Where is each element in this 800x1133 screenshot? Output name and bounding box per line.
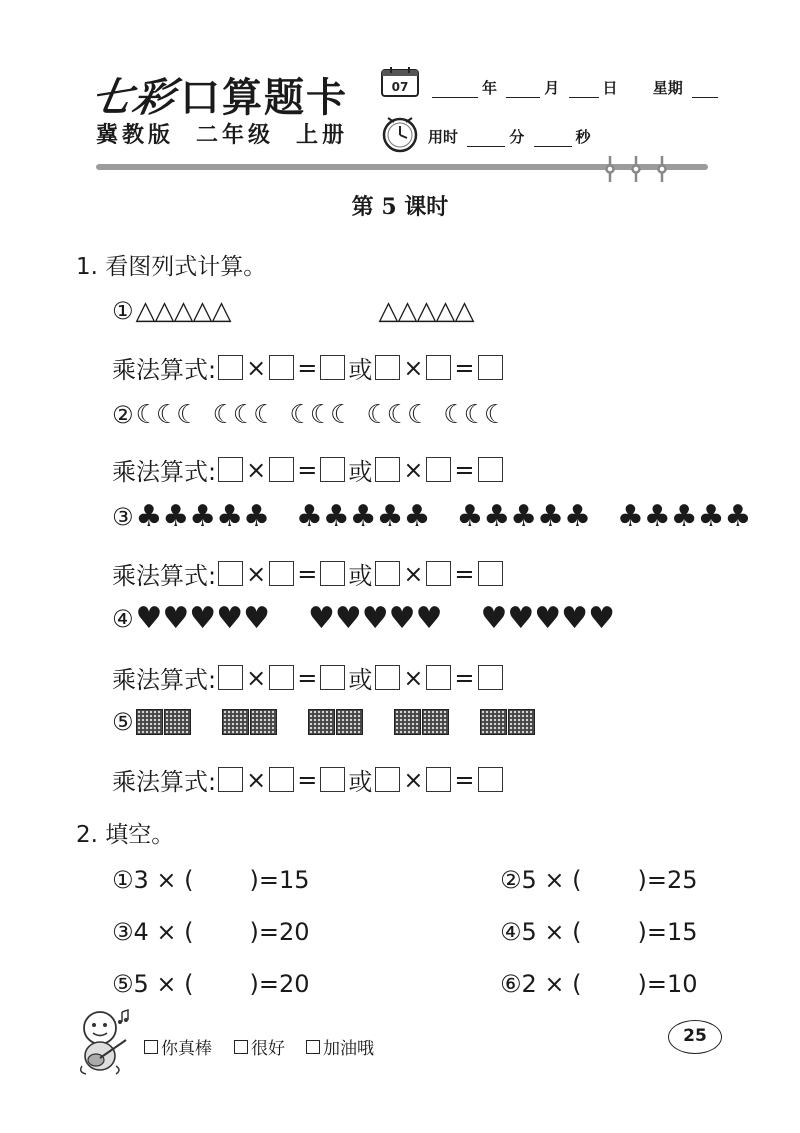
fill-left: ①3 × ( [112,866,194,894]
times-sign: × [246,663,267,692]
year-blank[interactable] [432,84,478,98]
tile-group [222,709,278,735]
edition: 冀教版 [96,123,175,148]
answer-box[interactable] [426,767,451,792]
club-group: ♣♣♣♣♣ [616,499,752,534]
equals-sign: = [297,663,318,692]
answer-box[interactable] [426,457,451,482]
answer-box[interactable] [218,665,243,690]
rating-label: 很好 [251,1039,285,1059]
year-label: 年 [482,79,498,97]
clock-icon [380,114,420,154]
checkbox[interactable] [306,1040,320,1054]
equals-sign: = [454,559,475,588]
club-group: ♣♣♣♣♣ [135,499,270,534]
times-sign: × [403,455,424,484]
binder-rings-icon [600,154,680,184]
heart-group: ♥♥♥♥♥ [135,601,270,636]
lesson-title: 第 5 课时 [351,194,449,220]
tile-group [480,709,536,735]
fill-left: ⑥2 × ( [500,970,582,998]
second-label: 秒 [575,128,591,146]
answer-box[interactable] [269,561,294,586]
answer-box[interactable] [478,457,503,482]
volume: 上册 [296,123,349,148]
moon-group: ☾☾☾ [366,400,428,430]
fill-item-4 [500,918,698,946]
fill-right: )=10 [637,970,698,998]
times-sign: × [403,663,424,692]
fill-item-6 [500,970,698,998]
checkbox[interactable] [144,1040,158,1054]
item-number: ⑤ [112,708,134,736]
moon-group: ☾☾☾ [135,400,197,430]
dotted-tile [136,709,163,735]
fill-right: )=20 [249,970,310,998]
second-blank[interactable] [534,133,572,147]
q1-item-5-formula [112,762,505,797]
fill-item-3 [112,918,310,946]
equals-sign: = [454,353,475,382]
fill-right: )=15 [637,918,698,946]
date-fields [428,77,722,98]
checkbox[interactable] [234,1040,248,1054]
answer-box[interactable] [375,767,400,792]
weekday-blank[interactable] [692,84,718,98]
brand-logo: 七彩 [87,74,180,121]
month-blank[interactable] [506,84,540,98]
tile-group [394,709,450,735]
time-fields [428,126,591,147]
q1-item-1-formula [112,350,505,385]
answer-box[interactable] [218,355,243,380]
answer-box[interactable] [269,665,294,690]
times-sign: × [246,353,267,382]
answer-box[interactable] [320,665,345,690]
answer-box[interactable] [218,561,243,586]
fill-right: )=25 [637,866,698,894]
fill-item-2 [500,866,698,894]
q1-item-3-formula [112,556,505,591]
dotted-tile [336,709,363,735]
times-sign: × [246,559,267,588]
item-number: ② [112,401,134,429]
formula-label: 乘法算式: [112,458,217,486]
or-word: 或 [348,458,373,486]
dotted-tile [508,709,535,735]
moon-group: ☾☾☾ [443,400,505,430]
times-sign: × [403,765,424,794]
minute-blank[interactable] [467,133,505,147]
answer-box[interactable] [375,457,400,482]
q1-item-2-figure [112,400,504,430]
answer-box[interactable] [478,355,503,380]
fill-item-5 [112,970,310,998]
edition-info [96,118,370,149]
page-number: 25 [668,1020,722,1054]
formula-label: 乘法算式: [112,768,217,796]
fill-left: ②5 × ( [500,866,582,894]
dotted-tile [250,709,277,735]
answer-box[interactable] [218,767,243,792]
times-sign: × [403,353,424,382]
answer-box[interactable] [320,767,345,792]
answer-box[interactable] [218,457,243,482]
calendar-day: 07 [391,80,409,94]
day-label: 日 [602,79,618,97]
answer-box[interactable] [320,561,345,586]
equals-sign: = [297,559,318,588]
rating-option-2[interactable] [234,1034,285,1059]
dotted-tile [394,709,421,735]
month-label: 月 [544,79,560,97]
fill-right: )=20 [249,918,310,946]
time-used-label: 用时 [428,128,459,146]
answer-box[interactable] [269,457,294,482]
fill-left: ④5 × ( [500,918,582,946]
answer-box[interactable] [375,355,400,380]
q1-item-4-formula [112,660,505,695]
answer-box[interactable] [269,767,294,792]
triangle-group: △△△△△ [135,296,231,326]
club-group: ♣♣♣♣♣ [296,499,431,534]
fill-item-1 [112,866,310,894]
tile-group [136,709,192,735]
dotted-tile [222,709,249,735]
or-word: 或 [348,768,373,796]
times-sign: × [246,455,267,484]
answer-box[interactable] [320,457,345,482]
equals-sign: = [297,353,318,382]
equals-sign: = [454,663,475,692]
times-sign: × [246,765,267,794]
answer-box[interactable] [269,355,294,380]
heart-group: ♥♥♥♥♥ [480,601,615,636]
question-1-title: 1. 看图列式计算。 [76,254,267,280]
q1-item-3-figure [112,499,752,534]
dotted-tile [422,709,449,735]
formula-label: 乘法算式: [112,356,217,384]
answer-box[interactable] [478,561,503,586]
equals-sign: = [454,455,475,484]
item-number: ① [112,297,134,325]
or-word: 或 [348,666,373,694]
minute-label: 分 [509,128,525,146]
answer-box[interactable] [426,561,451,586]
equals-sign: = [454,765,475,794]
or-word: 或 [348,562,373,590]
rating-label: 你真棒 [161,1039,212,1059]
answer-box[interactable] [375,665,400,690]
day-blank[interactable] [569,84,599,98]
grade: 二年级 [196,123,275,148]
triangle-group: △△△△△ [378,296,474,326]
q1-item-2-formula [112,452,505,487]
item-number: ③ [112,503,134,531]
rating-label: 加油哦 [323,1039,374,1059]
dotted-tile [308,709,335,735]
moon-group: ☾☾☾ [212,400,274,430]
rating-option-3[interactable] [306,1034,374,1059]
item-number: ④ [112,605,134,633]
fill-left: ⑤5 × ( [112,970,194,998]
weekday-label: 星期 [652,79,683,97]
q1-item-1-figure [112,296,473,326]
question-2-title: 2. 填空。 [76,822,175,848]
equals-sign: = [297,765,318,794]
equals-sign: = [297,455,318,484]
dotted-tile [480,709,507,735]
fill-right: )=15 [249,866,310,894]
answer-box[interactable] [426,355,451,380]
formula-label: 乘法算式: [112,562,217,590]
fill-left: ③4 × ( [112,918,194,946]
heart-group: ♥♥♥♥♥ [308,601,443,636]
answer-box[interactable] [320,355,345,380]
brand-title-text: 口算题卡 [180,74,348,121]
or-word: 或 [348,356,373,384]
formula-label: 乘法算式: [112,666,217,694]
times-sign: × [403,559,424,588]
q1-item-5-figure [112,708,536,736]
answer-box[interactable] [375,561,400,586]
answer-box[interactable] [478,665,503,690]
mascot-guitar-icon [70,1004,140,1076]
answer-box[interactable] [478,767,503,792]
calendar-icon [380,66,420,98]
answer-box[interactable] [426,665,451,690]
moon-group: ☾☾☾ [289,400,351,430]
dotted-tile [164,709,191,735]
club-group: ♣♣♣♣♣ [456,499,591,534]
brand-title [87,66,348,123]
rating-option-1[interactable] [144,1034,212,1059]
tile-group [308,709,364,735]
q1-item-4-figure [112,601,615,636]
